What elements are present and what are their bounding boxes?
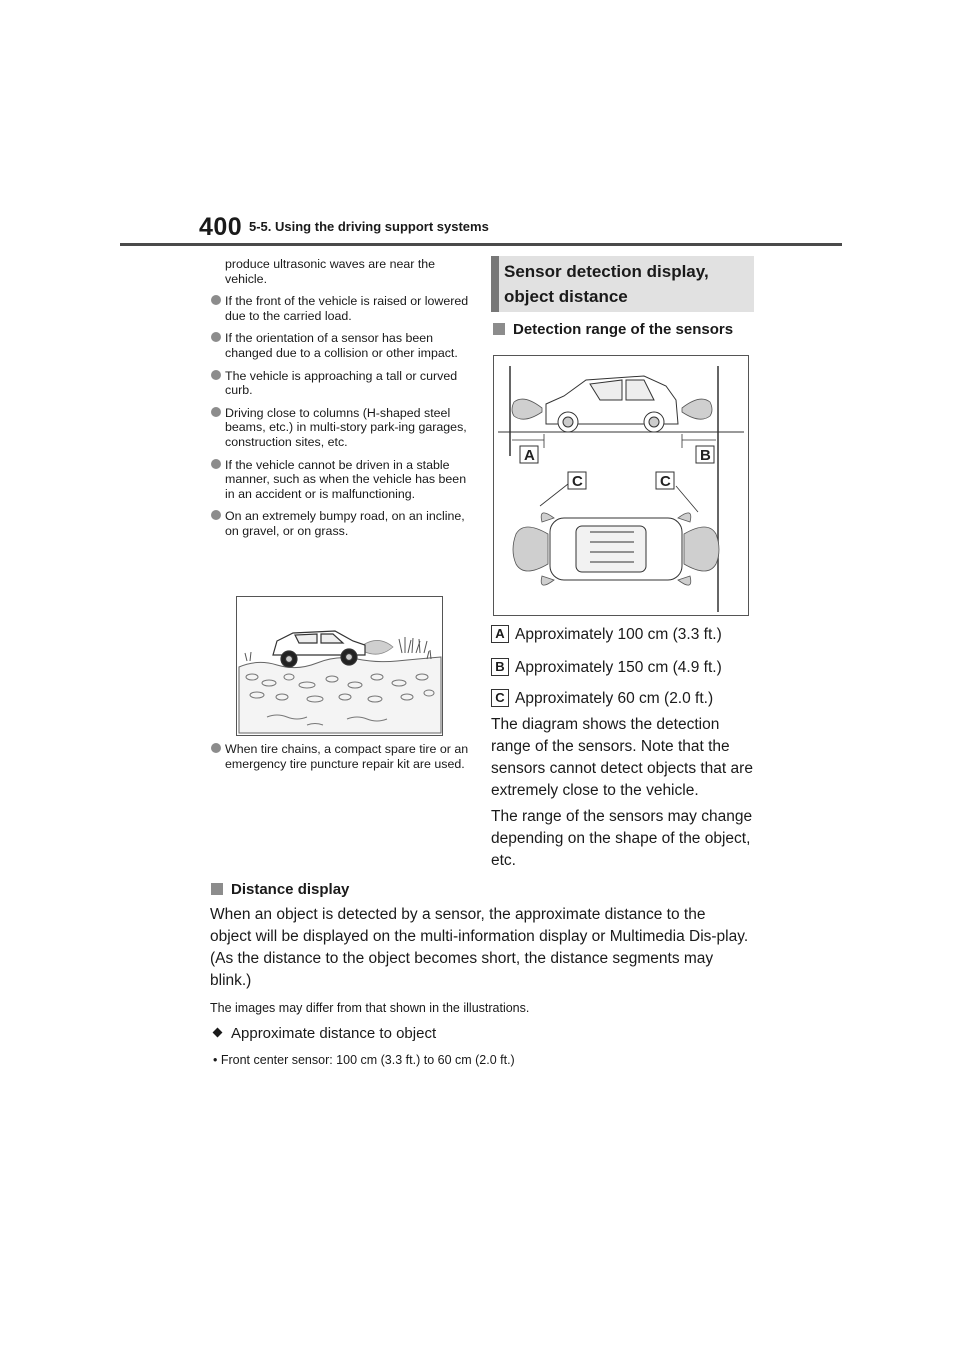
car-on-rough-road-image: [237, 597, 442, 735]
distance-display-paragraph: When an object is detected by a sensor, the approximate distance to the object will be displayed on the multi-information display or Multimedia Dis-play. (As the distance to the object becomes short, the distance segments may blink.): [210, 906, 749, 989]
legend-item-b: B Approximately 150 cm (4.9 ft.): [491, 658, 722, 677]
bumpy-road-illustration: [236, 596, 443, 736]
front-center-sensor-item: • Front center sensor: 100 cm (3.3 ft.) to 60 cm (2.0 ft.): [213, 1053, 515, 1067]
legend-letter: A: [491, 625, 509, 643]
illustration-note: The images may differ from that shown in the illustrations.: [210, 1001, 530, 1015]
bullet-icon: [211, 743, 221, 753]
section-heading: Sensor detection display, object distance: [504, 262, 709, 306]
list-item: If the orientation of a sensor has been changed due to a collision or other impact.: [211, 331, 473, 360]
diamond-bullet-icon: [213, 1028, 223, 1038]
list-item: If the front of the vehicle is raised or lowered due to the carried load.: [211, 294, 473, 323]
bullet-icon: [211, 295, 221, 305]
bullet-icon: [211, 370, 221, 380]
distance-display-subheading: Distance display: [211, 881, 349, 898]
approximate-distance-item: Approximate distance to object: [214, 1025, 436, 1042]
square-bullet-icon: [493, 323, 505, 335]
bullet-icon: [211, 510, 221, 520]
label-c-left: C: [572, 473, 583, 490]
square-bullet-icon: [211, 883, 223, 895]
detection-range-paragraph: The diagram shows the detection range of the sensors. Note that the sensors cannot detect objects that are extremely close to the vehicle.: [491, 716, 753, 799]
tire-chains-item: [211, 742, 473, 779]
legend-letter: C: [491, 689, 509, 707]
heading-accent-bar: [491, 256, 499, 312]
detection-range-diagram: [493, 355, 749, 616]
header-rule: [120, 243, 842, 246]
legend-letter: B: [491, 658, 509, 676]
list-item: If the vehicle cannot be driven in a stable manner, such as when the vehicle has been in an accident or is malfunctioning.: [211, 458, 473, 502]
bullet-icon: [211, 459, 221, 469]
sensor-range-illustration: [494, 356, 748, 615]
label-b: B: [700, 447, 711, 464]
list-item: Driving close to columns (H-shaped steel beams, etc.) in multi-story park-ing garages, construction sites, etc.: [211, 406, 473, 450]
label-a: A: [524, 447, 535, 464]
bullet-icon: [211, 407, 221, 417]
range-change-paragraph: The range of the sensors may change depending on the shape of the object, etc.: [491, 808, 753, 869]
legend-item-c: C Approximately 60 cm (2.0 ft.): [491, 689, 713, 708]
label-c-right: C: [660, 473, 671, 490]
list-item: On an extremely bumpy road, on an incline, on gravel, or on grass.: [211, 509, 473, 538]
list-item: When tire chains, a compact spare tire or an emergency tire puncture repair kit are used.: [211, 742, 473, 771]
legend-item-a: A Approximately 100 cm (3.3 ft.): [491, 625, 722, 644]
bullet-icon: [211, 332, 221, 342]
detection-range-subheading: Detection range of the sensors: [493, 321, 733, 338]
section-title: 5-5. Using the driving support systems: [249, 219, 489, 234]
continuation-text: produce ultrasonic waves are near the vehicle.: [225, 257, 436, 286]
left-column: [211, 257, 473, 547]
page-number: 400: [199, 213, 243, 241]
list-item: The vehicle is approaching a tall or curved curb.: [211, 369, 473, 398]
